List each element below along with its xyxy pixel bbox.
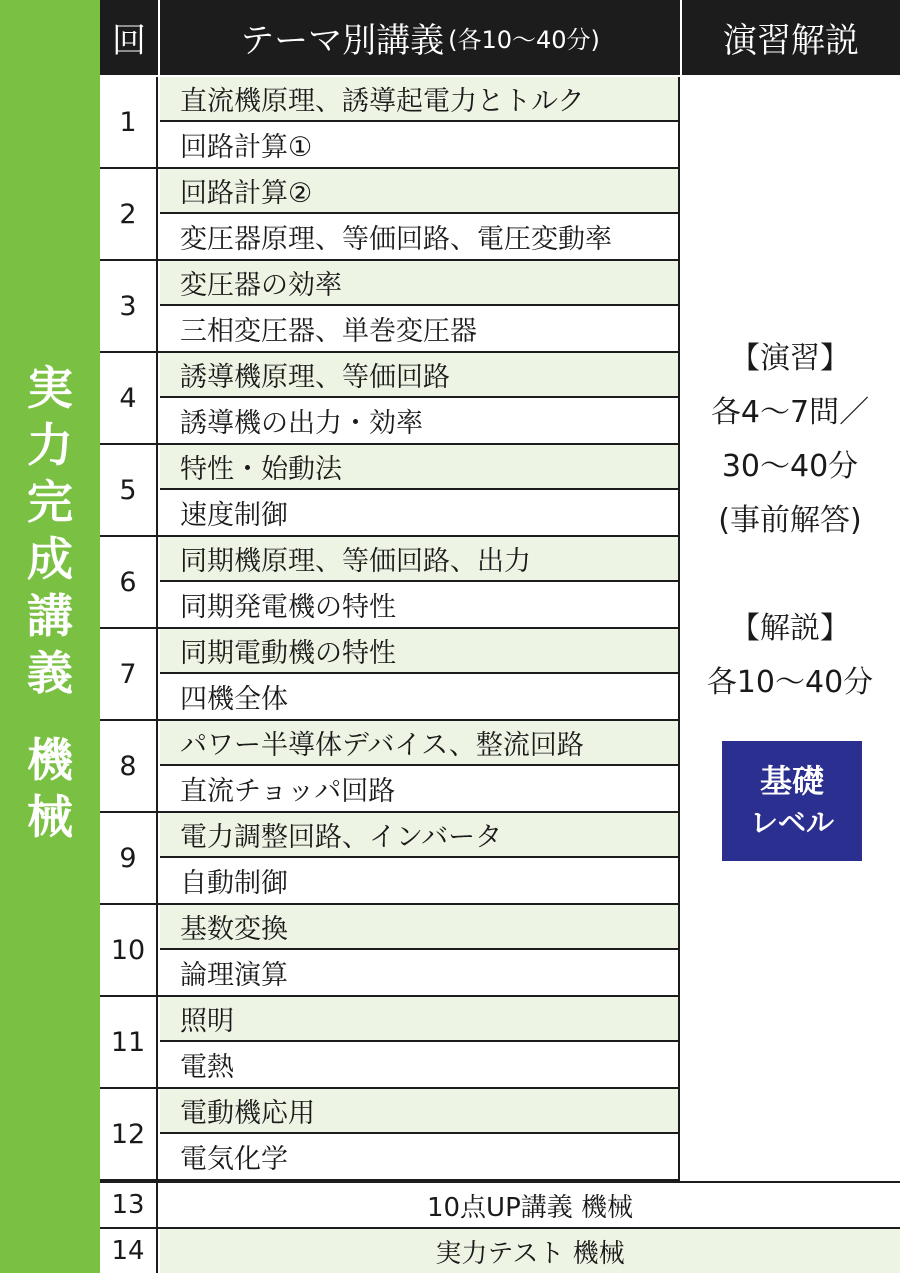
session-topic: 特性・始動法 <box>160 445 680 490</box>
header-exercise: 演習解説 <box>723 21 859 61</box>
session-row <box>100 905 680 997</box>
exercise-time: 30〜40分 <box>721 449 859 484</box>
subject-char: 機 <box>27 733 73 787</box>
session-topic: 誘導機の出力・効率 <box>160 398 680 443</box>
session-number: 2 <box>100 169 158 259</box>
course-title-char: 実 <box>27 361 73 415</box>
table-header <box>100 0 900 75</box>
session-number: 10 <box>100 905 158 995</box>
extra-session-label: 10点UP講義 機械 <box>160 1183 900 1227</box>
course-title-vertical <box>0 360 100 846</box>
session-topic: 四機全体 <box>160 674 680 719</box>
session-row <box>100 169 680 261</box>
session-row <box>100 1089 680 1181</box>
level-badge-line2: レベル <box>749 806 834 839</box>
exercise-column <box>678 77 900 1181</box>
session-row <box>100 721 680 813</box>
session-topic: 回路計算① <box>160 122 680 167</box>
session-topic: 論理演算 <box>160 950 680 995</box>
course-title-char: 力 <box>27 418 73 472</box>
session-number: 11 <box>100 997 158 1087</box>
level-badge <box>722 741 862 861</box>
session-topic: 同期機原理、等価回路、出力 <box>160 537 680 582</box>
session-number: 9 <box>100 813 158 903</box>
session-number: 4 <box>100 353 158 443</box>
session-row <box>100 813 680 905</box>
exercise-note: (事前解答) <box>718 503 862 538</box>
session-number: 6 <box>100 537 158 627</box>
session-topic: 電熱 <box>160 1042 680 1087</box>
session-number: 8 <box>100 721 158 811</box>
session-topic: 誘導機原理、等価回路 <box>160 353 680 398</box>
session-number: 14 <box>100 1229 158 1273</box>
header-theme <box>160 0 680 75</box>
session-topic: 変圧器の効率 <box>160 261 680 306</box>
session-row <box>100 77 680 169</box>
explanation-time: 各10〜40分 <box>706 665 874 700</box>
subject-char: 械 <box>27 790 73 844</box>
course-title-char: 成 <box>27 532 73 586</box>
session-topic: 電動機応用 <box>160 1089 680 1134</box>
session-row <box>100 353 680 445</box>
extra-session-row <box>100 1227 900 1273</box>
exercise-heading: 【演習】 <box>730 341 850 376</box>
session-topic: 同期発電機の特性 <box>160 582 680 627</box>
session-number: 13 <box>100 1183 158 1227</box>
session-row <box>100 445 680 537</box>
session-topic: 変圧器原理、等価回路、電圧変動率 <box>160 214 680 259</box>
session-row <box>100 261 680 353</box>
header-session-number: 回 <box>112 21 146 61</box>
header-theme-duration: (各10〜40分) <box>448 26 600 54</box>
session-topic: 速度制御 <box>160 490 680 535</box>
session-row <box>100 629 680 721</box>
session-topic: 直流チョッパ回路 <box>160 766 680 811</box>
session-topic: 三相変圧器、単巻変圧器 <box>160 306 680 351</box>
course-title-char: 完 <box>27 475 73 529</box>
session-number: 12 <box>100 1089 158 1179</box>
header-theme-label: テーマ別講義 <box>240 21 445 61</box>
session-topic: パワー半導体デバイス、整流回路 <box>160 721 680 766</box>
session-row <box>100 997 680 1089</box>
session-topic: 基数変換 <box>160 905 680 950</box>
exercise-count: 各4〜7問／ <box>710 395 870 430</box>
session-number: 1 <box>100 77 158 167</box>
session-topic: 電力調整回路、インバータ <box>160 813 680 858</box>
session-topic: 照明 <box>160 997 680 1042</box>
session-number: 5 <box>100 445 158 535</box>
session-number: 7 <box>100 629 158 719</box>
session-topic: 回路計算② <box>160 169 680 214</box>
session-topic: 自動制御 <box>160 858 680 903</box>
session-topic: 電気化学 <box>160 1134 680 1179</box>
course-title-char: 義 <box>27 646 73 700</box>
session-row <box>100 537 680 629</box>
session-topic: 直流機原理、誘導起電力とトルク <box>160 77 680 122</box>
extra-session-row <box>100 1181 900 1227</box>
session-topic: 同期電動機の特性 <box>160 629 680 674</box>
extra-session-label: 実力テスト 機械 <box>160 1229 900 1273</box>
course-title-char: 講 <box>27 589 73 643</box>
session-number: 3 <box>100 261 158 351</box>
course-sidebar <box>0 0 100 1273</box>
level-badge-line1: 基礎 <box>759 762 824 800</box>
explanation-heading: 【解説】 <box>730 611 850 646</box>
